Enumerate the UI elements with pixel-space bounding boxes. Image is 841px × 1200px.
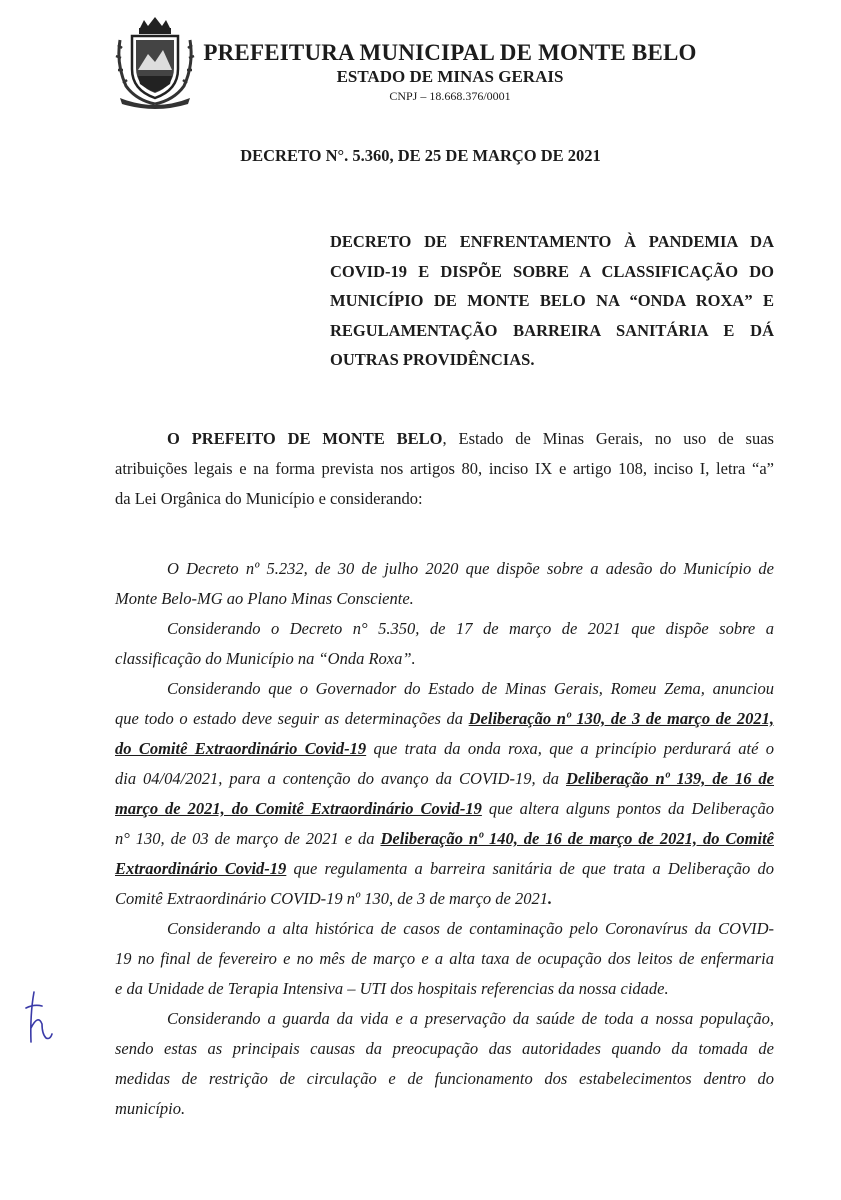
paragraph-text: Comitê Extraordinário COVID-19 nº 130, de 3 de março de 2021 (115, 889, 548, 908)
paragraph-line (115, 884, 774, 914)
paragraph-line: O Decreto nº 5.232, de 30 de julho 2020 que dispõe sobre a adesão do Município de (167, 559, 774, 578)
paragraph-line (115, 854, 774, 884)
considering-paragraph-5 (115, 1004, 774, 1124)
deliberation-139-reference-cont: março de 2021, do Comitê Extraordinário Covid-19 (115, 799, 482, 818)
handwritten-initial-signature (20, 984, 60, 1054)
paragraph-line (115, 794, 774, 824)
paragraph-text: que trata da onda roxa, que a princípio perdurará até o (366, 739, 775, 758)
paragraph-line: Considerando a alta histórica de casos de contaminação pelo Coronavírus da COVID- (167, 919, 774, 938)
considering-paragraph-2 (115, 614, 774, 674)
paragraph-line: município. (115, 1099, 186, 1118)
paragraph-line (115, 764, 774, 794)
deliberation-140-reference-cont: Extraordinário Covid-19 (115, 859, 287, 878)
cnpj-number: CNPJ – 18.668.376/0001 (389, 89, 511, 103)
document-header (200, 40, 700, 104)
paragraph-line: Considerando a guarda da vida e a preservação da saúde de toda a nossa população, (167, 1009, 774, 1028)
considering-paragraph-1 (115, 554, 774, 614)
deliberation-130-reference: Deliberação nº 130, de 3 de março de 2021, (468, 709, 774, 728)
municipality-name: PREFEITURA MUNICIPAL DE MONTE BELO (203, 40, 697, 65)
deliberation-139-reference: Deliberação nº 139, de 16 de (566, 769, 775, 788)
mayor-title: O PREFEITO DE MONTE BELO (167, 429, 443, 448)
considering-paragraph-3 (115, 674, 774, 914)
paragraph-line: medidas de restrição de circulação e de funcionamento dos estabelecimentos dentro do (115, 1069, 774, 1088)
preamble-paragraph (115, 424, 774, 514)
deliberation-140-reference: Deliberação nº 140, de 16 de março de 2021, do Comitê (380, 829, 774, 848)
paragraph-line: 19 no final de fevereiro e no mês de março e a alta taxa de ocupação dos leitos de enfermaria (115, 949, 774, 968)
preamble-line: atribuições legais e na forma prevista nos artigos 80, inciso IX e artigo 108, inciso I, letra “a” (115, 459, 774, 478)
paragraph-line: Considerando o Decreto n° 5.350, de 17 de março de 2021 que dispõe sobre a (167, 619, 774, 638)
paragraph-text: dia 04/04/2021, para a contenção do avanço da COVID-19, da (115, 769, 567, 788)
paragraph-text: que todo o estado deve seguir as determinações da (115, 709, 469, 728)
summary-line: REGULAMENTAÇÃO BARREIRA SANITÁRIA E DÁ (330, 320, 774, 340)
paragraph-line (115, 734, 774, 764)
preamble-text: , Estado de Minas Gerais, no uso de suas (442, 429, 774, 448)
decree-title: DECRETO N°. 5.360, DE 25 DE MARÇO DE 2021 (240, 146, 601, 165)
paragraph-line: Monte Belo-MG ao Plano Minas Consciente. (115, 589, 414, 608)
paragraph-line: classificação do Município na “Onda Roxa”. (115, 649, 416, 668)
paragraph-line: Considerando que o Governador do Estado de Minas Gerais, Romeu Zema, anunciou (167, 679, 774, 698)
paragraph-text: que altera alguns pontos da Deliberação (481, 799, 774, 818)
summary-line: MUNICÍPIO DE MONTE BELO NA “ONDA ROXA” E (330, 291, 774, 310)
paragraph-text: n° 130, de 03 de março de 2021 e da (115, 829, 381, 848)
preamble-line: da Lei Orgânica do Município e considerando: (115, 489, 423, 508)
paragraph-period: . (548, 889, 553, 908)
paragraph-line: sendo estas as principais causas da preocupação das autoridades quando da tomada de (115, 1039, 774, 1058)
decree-summary (330, 227, 774, 375)
summary-line: DECRETO DE ENFRENTAMENTO À PANDEMIA DA (330, 232, 774, 251)
paragraph-line (115, 824, 774, 854)
municipal-coat-of-arms (112, 14, 198, 110)
paragraph-line (115, 704, 774, 734)
summary-line: OUTRAS PROVIDÊNCIAS. (330, 350, 535, 369)
state-name: ESTADO DE MINAS GERAIS (336, 67, 564, 86)
summary-line: COVID-19 E DISPÕE SOBRE A CLASSIFICAÇÃO DO (330, 261, 774, 281)
committee-reference: do Comitê Extraordinário Covid-19 (115, 739, 367, 758)
paragraph-line: e da Unidade de Terapia Intensiva – UTI dos hospitais referencias da nossa cidade. (115, 979, 669, 998)
paragraph-text: que regulamenta a barreira sanitária de que trata a Deliberação do (286, 859, 774, 878)
considering-paragraph-4 (115, 914, 774, 1004)
